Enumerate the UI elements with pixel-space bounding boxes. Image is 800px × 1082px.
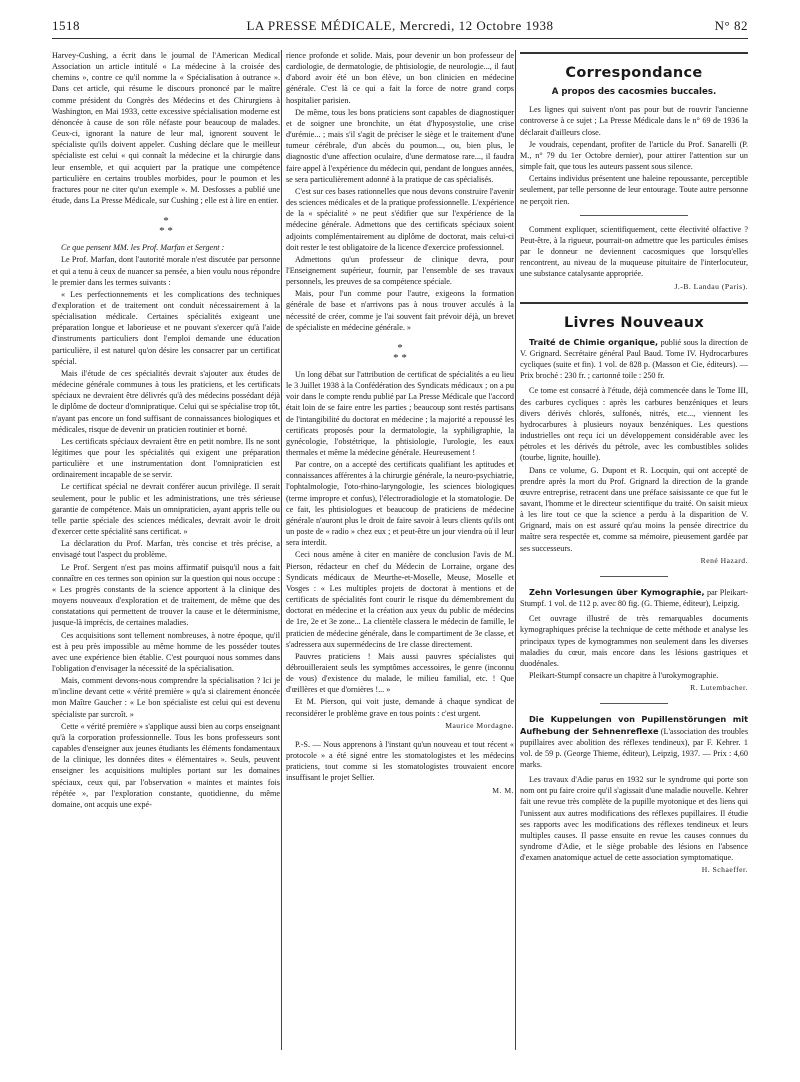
paragraph: Cet ouvrage illustré de très remarquables documents kymographiques précise la technique de cette méthode et analyse les principaux types de kymogrammes non seulement dans les diverses maladies du cœur, mais encore dans les lésions gastriques et duodénales.	[520, 614, 748, 668]
separator-stars: * * *	[159, 215, 173, 238]
book-review-heading	[520, 714, 748, 770]
postscript-signature: M. M.	[492, 785, 514, 795]
column-divider	[515, 50, 516, 1050]
section-rule	[520, 52, 748, 54]
paragraph: Cette « vérité première » s'applique aussi bien au corps enseignant qu'à la corporation professionnelle. Tous les bons professeurs sont capables d'enseigner aux jeunes étudiants les éléments fondamentaux de la clinique, les données dites « élémentaires ». Seuls, peuvent enseigner les acquisitions multiples portant sur les domaines spéciaux, ceux qui, par l'observation « maintes et maintes fois répétée », par l'exploration constante, quotidienne, du même domaine, ont acquis une expé-	[52, 721, 280, 809]
review-divider	[600, 576, 668, 577]
section-rule	[520, 302, 748, 304]
book-info: (L'association des troubles pupillaires avec abolition des réflexes tendineux), par F. Kehrer. 1 vol. de 59 p. (George Thieme, éditeur), Leipzig, 1937. — Prix : 4,60 marks.	[520, 726, 748, 769]
book-info: publié sous la direction de V. Grignard. Secrétaire général Paul Baud. Tome IV. Hydrocarbures cycliques (suite et fin). 1 vol. de 828 p. (Masson et Cie, éditeurs). — Prix broché : 230 fr. ; cartonné toile : 250 fr.	[520, 337, 748, 381]
paragraph: Ce que pensent MM. les Prof. Marfan et Sergent :	[61, 243, 225, 253]
paragraph: rience profonde et solide. Mais, pour devenir un bon professeur de cardiologie, de dermatologie, de phtisiologie, de neurologie..., il faut d'abord avoir été un bon élève, un bon clinicien en médecine générale. C'est là ce qui a fait la force de notre grand corps hospitalier parisien.	[286, 51, 514, 105]
paragraph: Un long débat sur l'attribution de certificat de spécialités a eu lieu le 3 Juillet 1938 à la Confédération des Syndicats médicaux ; on a pu voir dans le compte rendu publié par La Presse Médicale que l'accord était loin de se faire entre les parties ; beaucoup sont restés partisans de l'intangibilité du doctorat en médecine ; la majorité a repoussé les certificats proposés pour la dermatologie, la syphiligraphie, la gynécologie, l'obstétrique, la phtisiologie, l'urologie, les eaux thermales et même la médecine générale. Heureusement !	[286, 369, 514, 457]
paragraph: Les certificats spéciaux devraient être en petit nombre. Ils ne sont légitimes que pour les spécialités qui exigent une préparation particulière et une instrumentation dont l'omnipraticien est ordinairement incapable de se servir.	[52, 436, 280, 480]
reviewer-signature: H. Schaeffer.	[701, 865, 748, 875]
paragraph: Admettons qu'un professeur de clinique devra, pour l'Enseignement supérieur, fournir, par l'ensemble de ses travaux personnels, les preuves de sa compétence spéciale.	[286, 254, 514, 287]
letter-signature: J.-B. Landau (Paris).	[674, 281, 748, 291]
issue-number: N° 82	[714, 18, 748, 33]
letter-title: A propos des cacosmies buccales.	[551, 87, 717, 98]
dotted-divider	[580, 215, 688, 216]
paragraph: Pleikart-Stumpf consacre un chapitre à l'urokymographie.	[529, 671, 719, 681]
section-title-correspondance: Correspondance	[565, 65, 703, 81]
paragraph: De même, tous les bons praticiens sont capables de diagnostiquer et de soigner une bronchite, un état d'hyposystolie, une crise d'urémie... ; mais s'il s'agit de préciser le siège et le traitement d'une tumeur cérébrale, d'un abcès du poumon..., ou, bien plus, le diagnostic d'une affection oculaire, d'une dermatose rare..., il faudra faire appel à l'expérience du médecin qui, pendant de longues années, se sera particulièrement adonné à la pratique de cas spécialisés.	[286, 107, 514, 184]
book-title: Die Kuppelungen von Pupillenstörungen mit Aufhebung der Sehnenreflexe	[520, 714, 748, 736]
paragraph: Le certificat spécial ne devrait conférer aucun privilège. Il serait seulement, pour le public et les administrations, une très sérieuse garantie de compétence. Mais un omnipraticien, ayant appris telle ou telle partie spéciale des sciences médicales, devrait avoir le droit d'exercer cette spécialité sans certificat. »	[52, 482, 280, 537]
paragraph: C'est sur ces bases rationnelles que nous devons construire l'avenir des sciences médicales et de la pratique professionnelle. L'expérience de la « spécialité » ne peut s'édifier que sur l'expérience de la médecine générale. Admettons que des certificats spéciaux soient adjoints complémentairement au diplôme de doctorat, mais celui-ci doit rester le test obligatoire de la licence d'exercice professionnel.	[286, 186, 514, 252]
paragraph: Le Prof. Sergent n'est pas moins affirmatif puisqu'il nous a fait connaître en ces termes son opinion sur la question qui nous occupe : « Les progrès constants de la science apportent à la clinique des moyens nouveaux d'exploration et de traitement, de même que des constatations qui permettent de trouver la cause et le déterminisme, jusque-là imprécis, de certaines maladies.	[52, 562, 280, 628]
book-title: Zehn Vorlesungen über Kymographie,	[529, 586, 705, 597]
author-signature: Maurice Mordagne.	[445, 720, 514, 730]
page-header	[52, 18, 748, 40]
paragraph: Certains individus présentent une haleine repoussante, perceptible seulement, par telle personne de leur entourage. Toute autre personne ne perçoit rien.	[520, 174, 748, 206]
paragraph: Mais il'étude de ces spécialités devrait s'ajouter aux études de médecine générale communes à tous les praticiens, et les certificats spéciaux ne devraient être délivrés qu'à des médecins possédant déjà le diplôme de docteur d'omnipratique. Celui qui se spécialise trop tôt, n'ayant pas encore un fond suffisant de connaissances biologiques et médicales, risque de devenir un praticien routinier et borné.	[52, 368, 280, 434]
column-3	[520, 50, 748, 1075]
page-number: 1518	[52, 18, 80, 33]
paragraph: Harvey-Cushing, a écrit dans le journal de l'American Medical Association un article intitulé « La médecine à la croisée des chemins », contre ce qu'il nomme la « Spécialisation à outrance ». Dans cet article, qui résume le discours prononcé par le maître comme président du Congrès des Médecins et des Chirurgiens à Washington, en Mai 1933, cette excessive spécialisation moderne est dénoncée à cause de son rôle néfaste pour beaucoup de malades. Ceux-ci, ignorant la nature de leur mal, ignorent souvent le spécialiste qu'ils doivent appeler. Cushing déclare que le meilleur spécialiste est celui « qui connaît la médecine et la chirurgie dans leur ensemble, et qui acquiert par la pratique une compétence particulière en certains troubles morbides, pour le poumon et les fractures pour ne citer qu'un exemple ». M. Desfosses a publié une étude, dans La Presse Médicale, sur Cushing ; elle est à lire en entier.	[52, 51, 280, 206]
book-title: Traité de Chimie organique,	[529, 336, 659, 347]
paragraph: Pauvres praticiens ! Mais aussi pauvres spécialistes qui débrouilleraient seuls les symptômes accessoires, le genre (inconnu de vous) d'existence du malade, le milieu familial, etc. ! Que d'œillères et que d'ornières !... »	[286, 651, 514, 695]
paragraph: Mais, pour l'un comme pour l'autre, exigeons la formation générale de base et n'arrivons pas à nous trouver acculés à la nécessité de créer, comme je l'ai souvent fait prévoir déjà, un brevet de spécialiste en médecine générale. »	[286, 289, 514, 332]
paragraph: Par contre, on a accepté des certificats qualifiant les aptitudes et connaissances afférentes à la chirurgie générale, la neuro-psychiatrie, l'ophtalmologie, l'oto-rhino-laryngologie, les sciences biologiques (terme impropre et confus), l'électroradiologie et la stomatologie. De ce fait, les phtisiologues et beaucoup de praticiens de médecine générale n'auront plus le droit de faire savoir à leurs clients qu'ils ont un poste de « radio » chez eux ; et peut-être un jour viendra où il leur sera interdit.	[286, 460, 514, 548]
reviewer-signature: René Hazard.	[700, 555, 748, 565]
paragraph: Dans ce volume, G. Dupont et R. Locquin, qui ont accepté de prendre après la mort du Prof. Grignard la direction de la grande œuvre entreprise, retracent dans une préface saisissante ce que fut le savant, l'homme et le directeur scientifique du traité. On saisit mieux à les lire tout ce que la science a perdu à la disparition de V. Grignard, mais on est assuré qu'au moins la pensée directrice du maître sera respectée et, comme sa mémoire, pieusement gardée par ses successeurs.	[520, 465, 748, 553]
book-info: par Pleikart-Stumpf. 1 vol. de 112 p. avec 80 fig. (G. Thieme, éditeur), Leipzig.	[520, 587, 748, 609]
review-divider	[600, 703, 668, 704]
paragraph: Les lignes qui suivent n'ont pas pour but de rouvrir l'ancienne controverse à ce sujet ; La Presse Médicale dans le n° 69 de 1936 la déclarait d'ailleurs close.	[520, 105, 748, 137]
paragraph: Je voudrais, cependant, profiter de l'article du Prof. Sanarelli (P. M., n° 79 du 1er Octobre dernier), pour attirer l'attention sur un simple fait, que tous les auteurs passent sous silence.	[520, 139, 748, 172]
separator-stars: * * *	[393, 341, 407, 364]
paragraph: Ces acquisitions sont tellement nombreuses, à notre époque, qu'il est à peu près impossible au même homme de les posséder toutes avec une expérience bien établie. C'est pourquoi nous sommes dans l'obligation d'envisager la nécessité de la spécialisation.	[52, 630, 280, 673]
book-review-heading	[520, 587, 748, 609]
section-title-livres: Livres Nouveaux	[564, 314, 704, 331]
paragraph: Ceci nous amène à citer en manière de conclusion l'avis de M. Pierson, rédacteur en chef du Médecin de Lorraine, organe des Syndicats médicaux de Meurthe-et-Moselle, Meuse, Moselle et Vosges : « Les multiples projets de doctorat à mentions et de certificats de spécialités font courir le risque du démembrement du doctorat en médecine et la création aux yeux du public de médecins de 1re, 2e et 3e zone... La clientèle classera le médecin de famille, le praticien de médecine générale, dans le compartiment de 3e classe, et s'adressera aux supermédecins de 1re classe directement.	[286, 550, 514, 649]
journal-title: LA PRESSE MÉDICALE, Mercredi, 12 Octobre 1938	[246, 18, 554, 33]
reviewer-signature: R. Lutembacher.	[690, 683, 748, 693]
paragraph: Comment expliquer, scientifiquement, cette électivité olfactive ? Peut-être, à la rigueur, pourrait-on admettre que les particules émises par le donneur ne deviennent cacosmiques que lorsqu'elles rencontrent, au niveau de la muqueuse pituitaire de l'interlocuteur, une substance catalysante appropriée.	[520, 224, 748, 279]
paragraph: La déclaration du Prof. Marfan, très concise et très précise, a envisagé tout l'aspect du problème.	[52, 539, 280, 560]
column-divider	[281, 50, 282, 1050]
header-rule	[52, 38, 748, 39]
paragraph: Mais, comment devons-nous comprendre la spécialisation ? Ici je m'incline devant cette « vérité première » qu'a si clairement énoncée mon Maître Gaucher : « Le bon spécialiste est celui qui est devenu spécialiste par surcroît. »	[52, 676, 280, 719]
postscript: P.-S. — Nous apprenons à l'instant qu'un nouveau et tout récent « protocole » a été signé entre les stomatologistes et les médecins praticiens, tout comme si les stomatologistes trouvaient encore insuffisant le projet Sellier.	[286, 739, 514, 783]
paragraph: Ce tome est consacré à l'étude, déjà commencée dans le Tome III, des carbures cycliques : après les carbures benzéniques et leurs divers dérivés chlorés, sulfonés, nitrés, etc..., viennent les hydrocarbures à plusieurs noyaux benzéniques. Les questions industrielles ont reçu ici un développement considérable avec les pétroles et les dérivés du pétrole, avec les combustibles solides (tourbe, lignite, houille).	[520, 386, 748, 463]
column-1	[52, 50, 280, 1075]
column-2	[286, 50, 514, 1075]
paragraph: Et M. Pierson, qui voit juste, demande à chaque syndicat de reconsidérer le problème grave en tous points : c'est urgent.	[286, 697, 514, 718]
paragraph: Le Prof. Marfan, dont l'autorité morale n'est discutée par personne et qui a tenu à ceux de nuancer sa pensée, a bien voulu nous répondre le premier dans les termes suivants :	[52, 255, 280, 287]
book-review-heading	[520, 337, 748, 382]
paragraph: « Les perfectionnements et les complications des techniques d'exploration et de traitement ont conduit nécessairement à la spécialisation médicale. Certaines spécialités exigeant une préparation longue et laborieuse et ne pouvant s'exercer qu'à l'aide d'instruments particuliers dont l'emploi demande une éducation particulière, il est naturel qu'on désire les consacrer par un certificat spécial.	[52, 289, 280, 366]
paragraph: Les travaux d'Adie parus en 1932 sur le syndrome qui porte son nom ont pu faire croire qu'il s'agissait d'une maladie nouvelle. Kehrer fait une revue très complète de la pupille myotonique et des liens qui l'unissent aux autres modifications des réflexes pupillaires. Il étudie ses rapports avec les modifications des réflexes tendineux et leurs multiples causes. Il passe ensuite en revue les causes connues du syndrome d'Adie, et le siège probable des lésions en l'absence d'examen anatomique actuel de cette association symptomatique.	[520, 775, 748, 863]
